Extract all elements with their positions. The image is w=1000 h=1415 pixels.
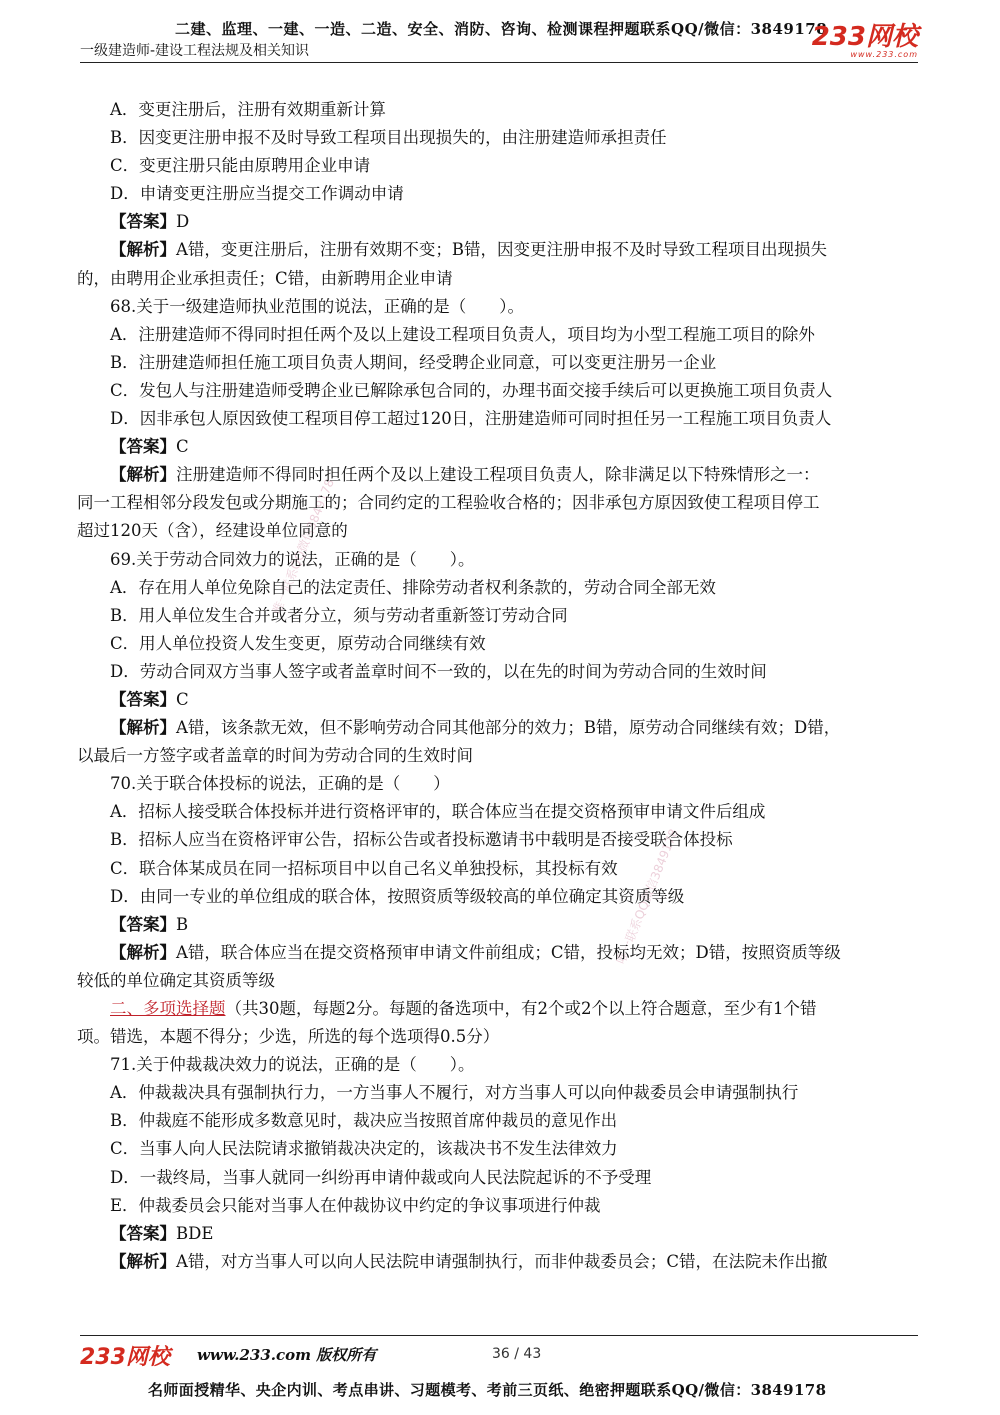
text-line [77, 405, 920, 433]
label-keyword: 【答案】 [110, 914, 176, 934]
text-line [77, 321, 920, 349]
line-text: B [176, 914, 189, 934]
text-line [77, 686, 920, 714]
line-text: C．变更注册只能由原聘用企业申请 [110, 156, 371, 176]
section-title: 二、多项选择题 [110, 999, 226, 1018]
line-text: C．用人单位投资人发生变更，原劳动合同继续有效 [110, 633, 486, 653]
text-line [77, 517, 920, 545]
text-line [77, 489, 920, 517]
page-number: 36 / 43 [492, 1346, 542, 1362]
text-line [77, 939, 920, 967]
line-text: A错，对方当事人可以向人民法院申请强制执行，而非仲裁委员会；C错，在法院未作出撤 [176, 1251, 828, 1271]
line-text: B．仲裁庭不能形成多数意见时，裁决应当按照首席仲裁员的意见作出 [110, 1111, 618, 1131]
line-text: D [176, 212, 190, 232]
header-logo [812, 24, 918, 59]
text-line [77, 1192, 920, 1220]
document-body [77, 96, 920, 1276]
header-subtitle: 一级建造师-建设工程法规及相关知识 [80, 43, 310, 59]
line-text: D．因非承包人原因致使工程项目停工超过120日，注册建造师可同时担任另一工程施工项目负责人 [110, 409, 832, 429]
text-line [77, 1023, 920, 1051]
text-line [77, 96, 920, 124]
line-text: C [176, 437, 189, 457]
text-line [77, 124, 920, 152]
label-keyword: 【解析】 [110, 718, 176, 738]
line-text: 71.关于仲裁裁决效力的说法，正确的是（ ）。 [110, 1055, 475, 1075]
line-text: D．劳动合同双方当事人签字或者盖章时间不一致的，以在先的时间为劳动合同的生效时间 [110, 661, 767, 681]
line-text: A错，联合体应当在提交资格预审申请文件前组成；C错，投标均无效；D错，按照资质等级 [176, 942, 841, 962]
text-line [77, 1164, 920, 1192]
footer-contact: 名师面授精华、央企内训、考点串讲、习题模考、考前三页纸、绝密押题联系QQ/微信：3849178 [148, 1381, 827, 1399]
text-line [77, 208, 920, 236]
line-text: B．用人单位发生合并或者分立，须与劳动者重新签订劳动合同 [110, 605, 568, 625]
footer-divider [80, 1335, 918, 1336]
text-line [77, 742, 920, 770]
text-line [77, 1079, 920, 1107]
label-keyword: 【答案】 [110, 212, 176, 232]
line-text: A．存在用人单位免除自己的法定责任、排除劳动者权利条款的，劳动合同全部无效 [110, 577, 716, 597]
line-text: 项。错选，本题不得分；少选，所选的每个选项得0.5分） [77, 1027, 500, 1047]
text-line [77, 630, 920, 658]
line-text: 69.关于劳动合同效力的说法，正确的是（ ）。 [110, 549, 475, 569]
logo-text: 233网校 [811, 22, 918, 52]
text-line [77, 602, 920, 630]
text-line [77, 180, 920, 208]
line-text: D．一裁终局，当事人就同一纠纷再申请仲裁或向人民法院起诉的不予受理 [110, 1167, 652, 1187]
text-line [77, 461, 920, 489]
text-line [77, 995, 920, 1023]
text-line [77, 574, 920, 602]
header-divider [80, 62, 918, 63]
line-text: A．注册建造师不得同时担任两个及以上建设工程项目负责人，项目均为小型工程施工项目的除外 [110, 324, 815, 344]
text-line [77, 265, 920, 293]
line-text: 以最后一方签字或者盖章的时间为劳动合同的生效时间 [77, 746, 473, 766]
line-text: 70.关于联合体投标的说法，正确的是（ ） [110, 774, 450, 794]
line-text: B．因变更注册申报不及时导致工程项目出现损失的，由注册建造师承担责任 [110, 128, 667, 148]
text-line [77, 1051, 920, 1079]
label-keyword: 【解析】 [110, 1251, 176, 1271]
text-line [77, 433, 920, 461]
line-text: 68.关于一级建造师执业范围的说法，正确的是（ ）。 [110, 296, 524, 316]
text-line [77, 293, 920, 321]
text-line [77, 152, 920, 180]
text-line [77, 883, 920, 911]
footer-copyright: www.233.com 版权所有 [197, 1346, 377, 1364]
label-keyword: 【解析】 [110, 942, 176, 962]
text-line [77, 770, 920, 798]
line-text: A错，该条款无效，但不影响劳动合同其他部分的效力；B错，原劳动合同继续有效；D错， [176, 718, 841, 738]
label-keyword: 【答案】 [110, 437, 176, 457]
text-line [77, 967, 920, 995]
line-text: E．仲裁委员会只能对当事人在仲裁协议中约定的争议事项进行仲裁 [110, 1195, 601, 1215]
text-line [77, 658, 920, 686]
footer-logo: 233网校 [80, 1345, 170, 1370]
line-text: 较低的单位确定其资质等级 [77, 970, 275, 990]
label-keyword: 【答案】 [110, 689, 176, 709]
text-line [77, 911, 920, 939]
line-text: 超过120天（含），经建设单位同意的 [77, 521, 348, 541]
line-text: D．由同一专业的单位组成的联合体，按照资质等级较高的单位确定其资质等级 [110, 886, 685, 906]
text-line [77, 1107, 920, 1135]
line-text: A．仲裁裁决具有强制执行力，一方当事人不履行，对方当事人可以向仲裁委员会申请强制执行 [110, 1083, 799, 1103]
watermark-right: 唯一联系QQ微信3849178 [613, 826, 681, 966]
line-text: C [176, 689, 189, 709]
label-keyword: 【解析】 [110, 465, 176, 485]
label-keyword: 【答案】 [110, 1223, 176, 1243]
text-line [77, 826, 920, 854]
text-line [77, 377, 920, 405]
line-text: （共30题，每题2分。每题的备选项中，有2个或2个以上符合题意，至少有1个错 [225, 999, 817, 1018]
text-line [77, 236, 920, 264]
text-line [77, 1220, 920, 1248]
line-text: D．申请变更注册应当提交工作调动申请 [110, 184, 404, 204]
line-text: B．招标人应当在资格评审公告，招标公告或者投标邀请书中载明是否接受联合体投标 [110, 830, 733, 850]
line-text: C．联合体某成员在同一招标项目中以自己名义单独投标，其投标有效 [110, 858, 618, 878]
line-text: A错，变更注册后，注册有效期不变；B错，因变更注册申报不及时导致工程项目出现损失 [176, 240, 828, 260]
line-text: C．当事人向人民法院请求撤销裁决决定的，该裁决书不发生法律效力 [110, 1139, 618, 1159]
line-text: C．发包人与注册建造师受聘企业已解除承包合同的，办理书面交接手续后可以更换施工项目负责人 [110, 380, 833, 400]
line-text: BDE [176, 1223, 214, 1243]
line-text: A．变更注册后，注册有效期重新计算 [110, 100, 386, 119]
line-text: 的，由聘用企业承担责任；C错，由新聘用企业申请 [77, 268, 453, 288]
text-line [77, 546, 920, 574]
line-text: 注册建造师不得同时担任两个及以上建设工程项目负责人，除非满足以下特殊情形之一： [176, 465, 820, 485]
text-line [77, 1135, 920, 1163]
line-text: A．招标人接受联合体投标并进行资格评审的，联合体应当在提交资格预审申请文件后组成 [110, 802, 766, 822]
line-text: 同一工程相邻分段发包或分期施工的；合同约定的工程验收合格的；因非承包方原因致使工程项目停工 [77, 493, 820, 513]
line-text: B．注册建造师担任施工项目负责人期间，经受聘企业同意，可以变更注册另一企业 [110, 352, 717, 372]
label-keyword: 【解析】 [110, 240, 176, 260]
text-line [77, 349, 920, 377]
header-top-text: 二建、监理、一建、一造、二造、安全、消防、咨询、检测课程押题联系QQ/微信：3849178 [175, 20, 828, 38]
text-line [77, 855, 920, 883]
text-line [77, 1248, 920, 1276]
logo-url: www.233.com [850, 50, 918, 59]
text-line [77, 798, 920, 826]
text-line [77, 714, 920, 742]
watermark-left: 唯一联系QQ微信3849178 [269, 476, 337, 616]
